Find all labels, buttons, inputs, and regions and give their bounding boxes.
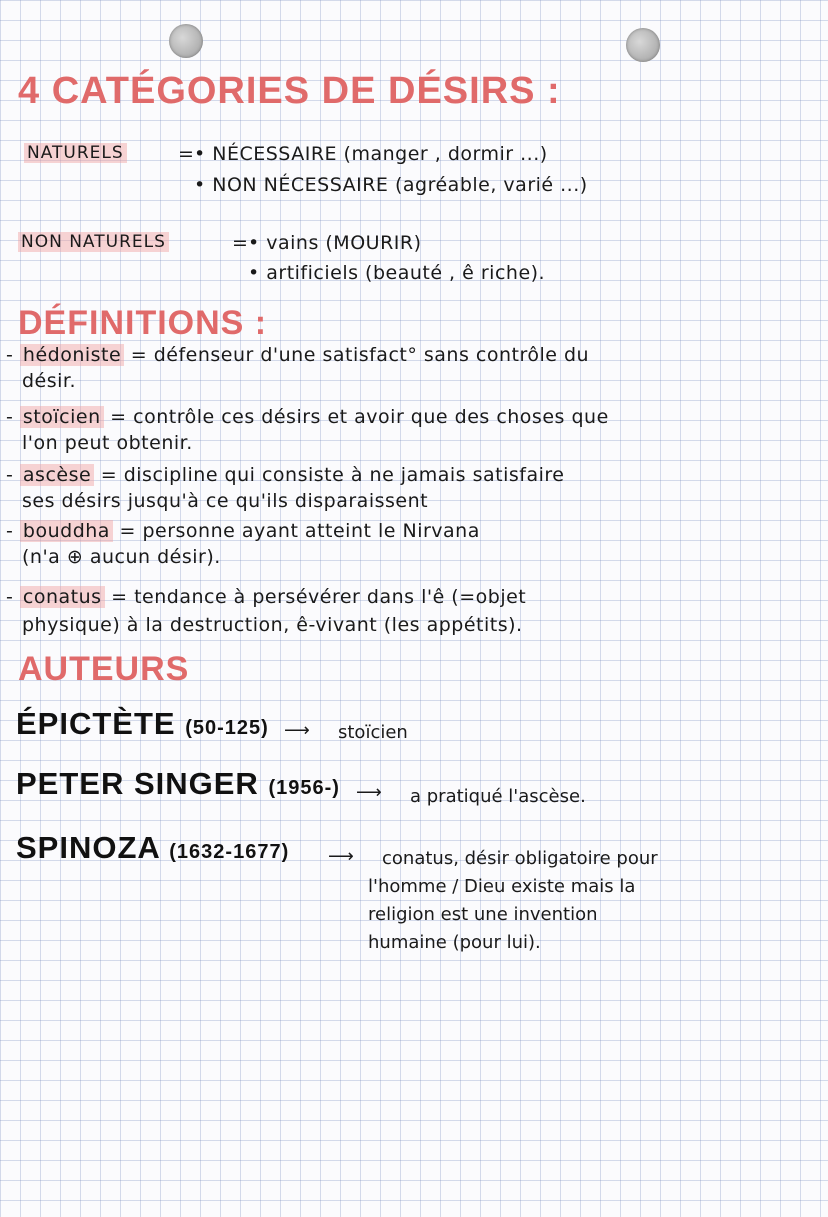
list-item: • artificiels (beauté , ê riche). [248, 262, 546, 284]
binder-hole-right [626, 28, 660, 62]
definition-term: bouddha [20, 520, 113, 542]
definitions-heading: DÉFINITIONS : [18, 304, 268, 342]
author-note: humaine (pour lui). [368, 932, 541, 953]
author-name: PETER SINGER (1956-) [16, 766, 340, 801]
author-arrow: ⟶ [284, 720, 310, 741]
author-dates: (50-125) [185, 717, 269, 739]
definition-line: - stoïcien = contrôle ces désirs et avoir que des choses que [6, 406, 609, 428]
category-label: NATURELS [24, 143, 127, 163]
definition-line: (n'a ⊕ aucun désir). [22, 546, 221, 568]
definition-line: - bouddha = personne ayant atteint le Nirvana [6, 520, 480, 542]
author-note: conatus, désir obligatoire pour [382, 848, 658, 869]
definition-term: ascèse [20, 464, 94, 486]
author-note: religion est une invention [368, 904, 598, 925]
author-dates: (1632-1677) [169, 841, 290, 863]
definition-line: l'on peut obtenir. [22, 432, 193, 454]
definition-line: désir. [22, 370, 77, 392]
definition-line: - conatus = tendance à persévérer dans l'ê (=objet [6, 586, 527, 608]
definition-term: conatus [20, 586, 105, 608]
author-note: l'homme / Dieu existe mais la [368, 876, 636, 897]
category-label: NON NATURELS [18, 232, 169, 252]
author-arrow: ⟶ [328, 846, 354, 867]
author-note: a pratiqué l'ascèse. [410, 786, 586, 807]
binder-hole-left [169, 24, 203, 58]
author-dates: (1956-) [268, 777, 340, 799]
author-name: ÉPICTÈTE (50-125) [16, 706, 269, 741]
definition-term: hédoniste [20, 344, 124, 366]
equals-sign: = [232, 232, 249, 254]
authors-heading: AUTEURS [18, 650, 190, 688]
definition-line: physique) à la destruction, ê-vivant (les appétits). [22, 614, 523, 636]
definition-line: ses désirs jusqu'à ce qu'ils disparaissent [22, 490, 429, 512]
definition-line: - hédoniste = défenseur d'une satisfact° sans contrôle du [6, 344, 590, 366]
equals-sign: = [178, 143, 195, 165]
definition-term: stoïcien [20, 406, 104, 428]
definition-line: - ascèse = discipline qui consiste à ne jamais satisfaire [6, 464, 565, 486]
list-item: • NÉCESSAIRE (manger , dormir ...) [194, 143, 548, 165]
author-arrow: ⟶ [356, 782, 382, 803]
list-item: • NON NÉCESSAIRE (agréable, varié ...) [194, 174, 588, 196]
author-name: SPINOZA (1632-1677) [16, 830, 290, 865]
author-note: stoïcien [338, 722, 408, 743]
list-item: • vains (MOURIR) [248, 232, 422, 254]
page-title: 4 CATÉGORIES DE DÉSIRS : [18, 70, 561, 112]
